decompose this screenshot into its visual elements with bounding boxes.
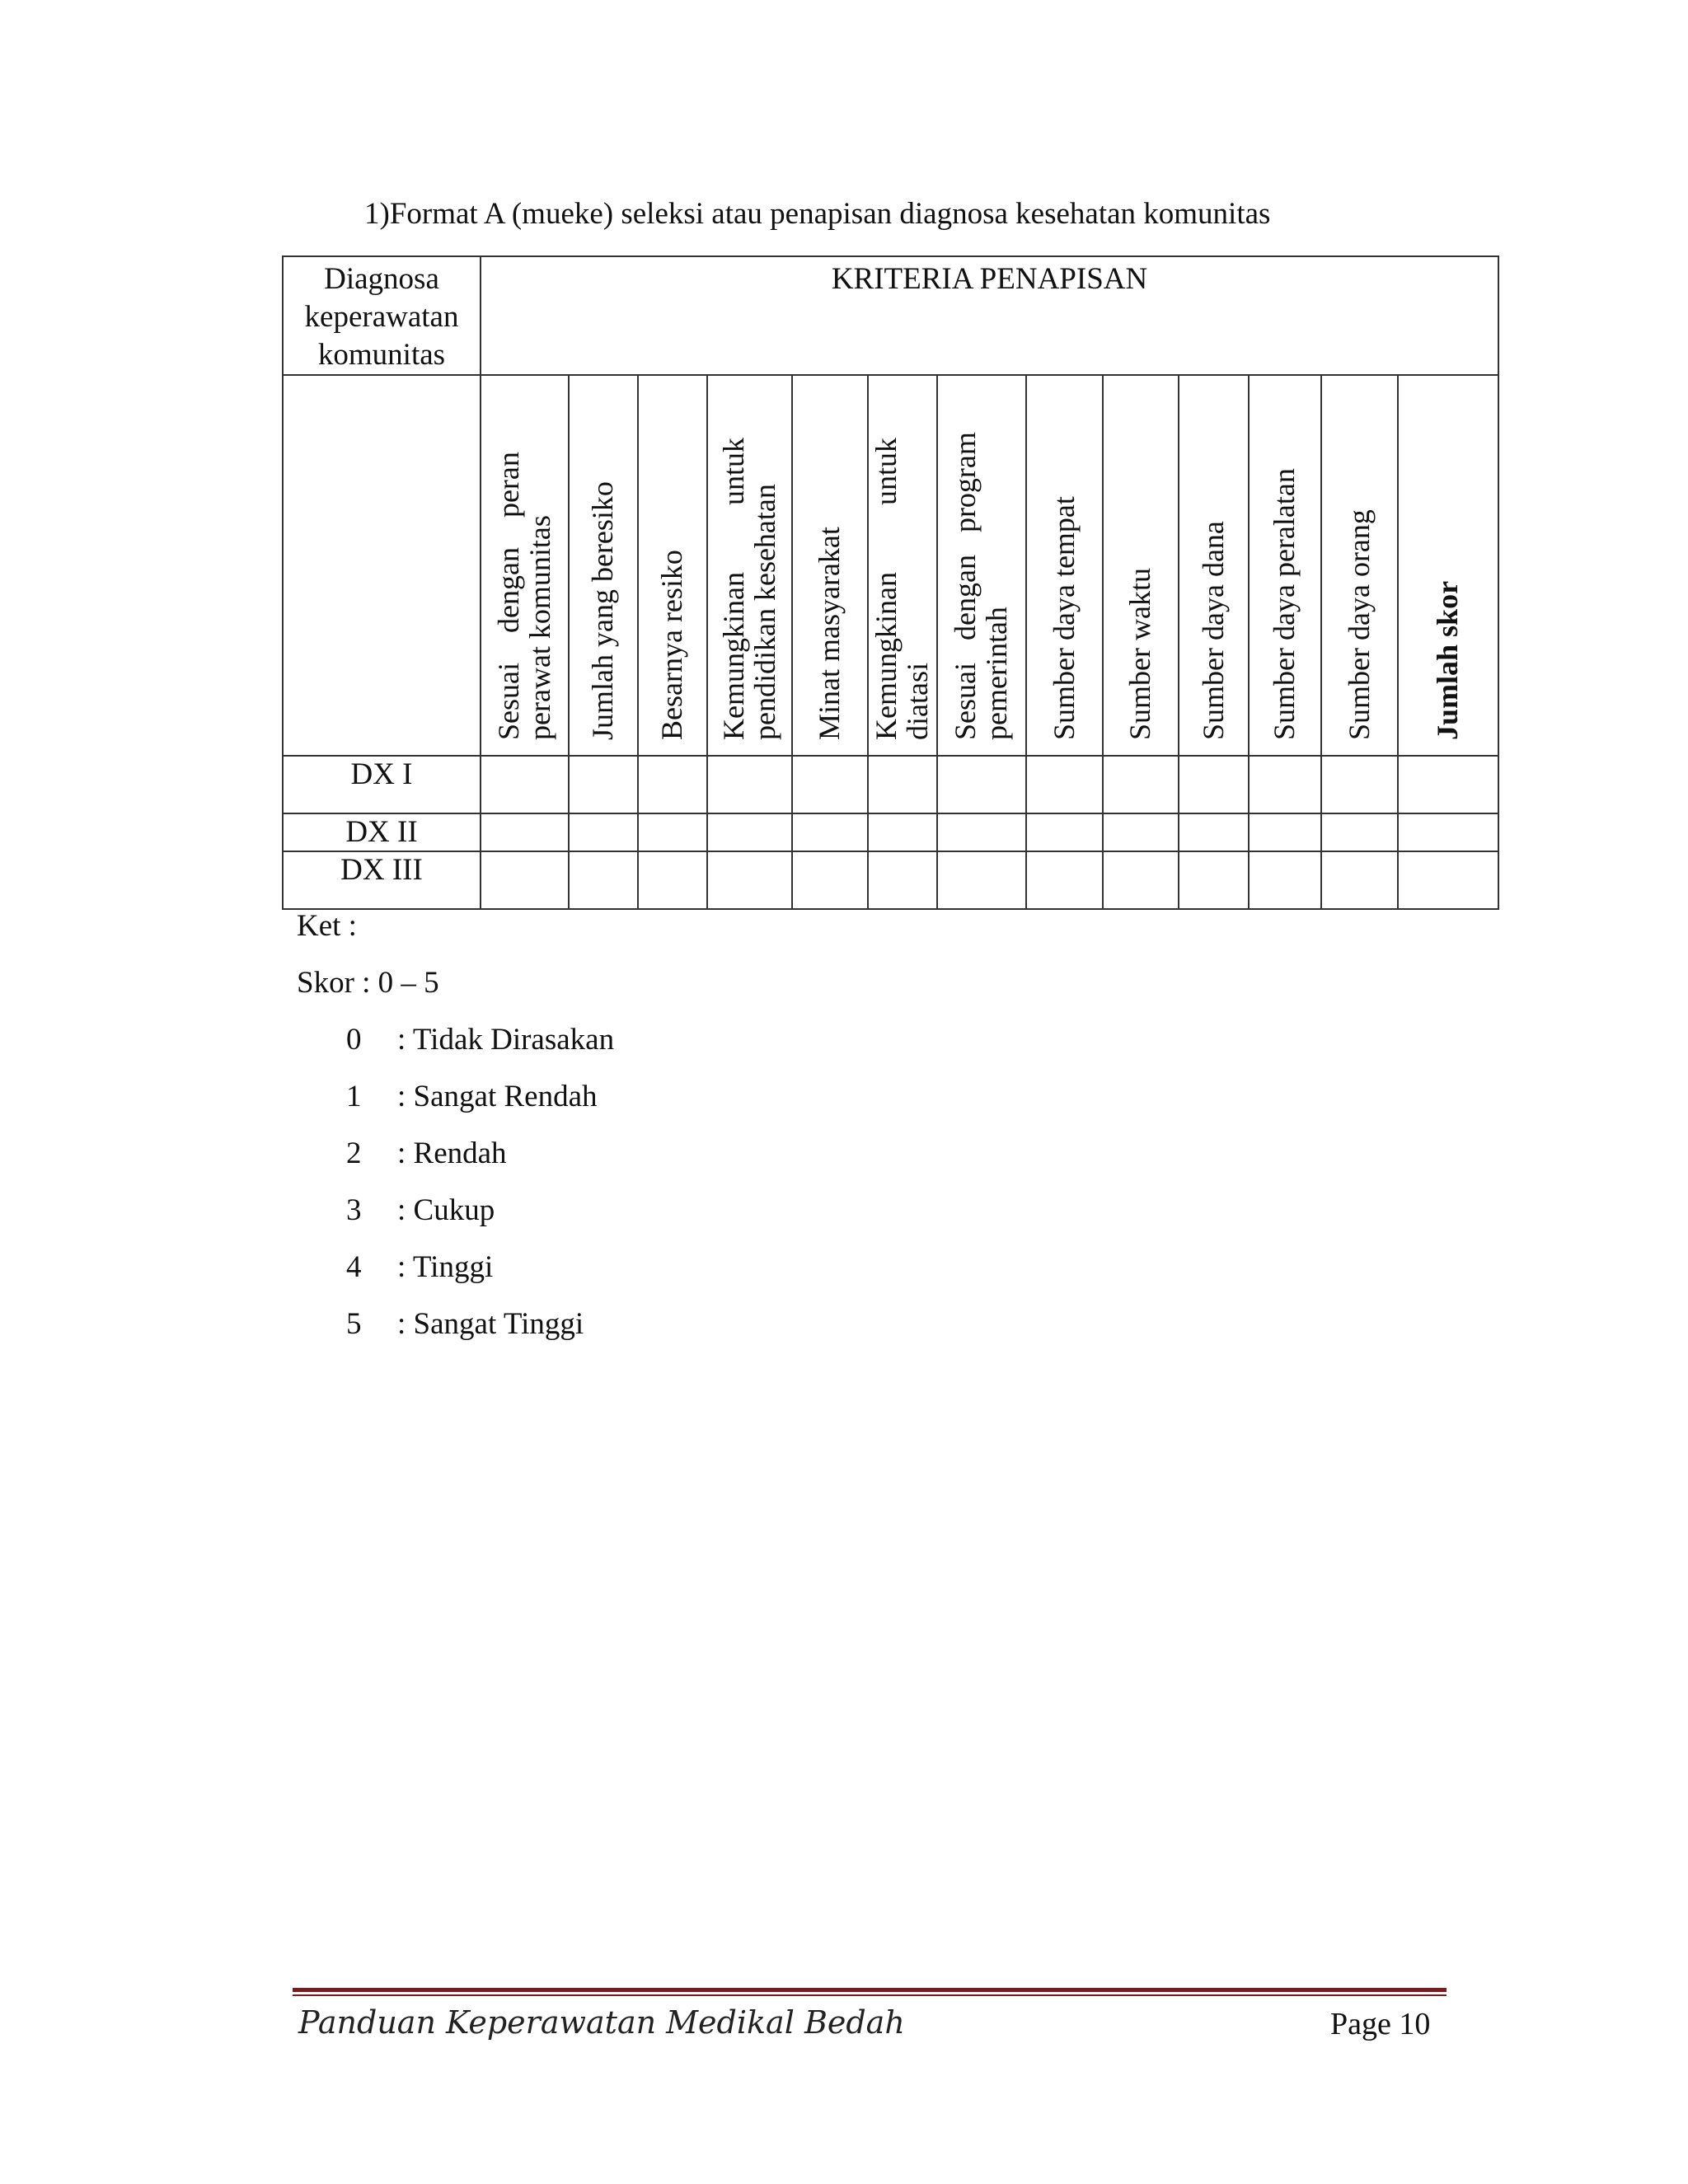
score-cell[interactable] — [1398, 756, 1498, 813]
criteria-column-header — [638, 375, 707, 756]
criteria-label: Sumber daya orang — [1342, 509, 1376, 740]
criteria-column-header — [1321, 375, 1398, 756]
score-cell[interactable] — [1179, 813, 1249, 851]
score-cell[interactable] — [937, 756, 1026, 813]
criteria-label: Jumlah skor — [1431, 580, 1465, 740]
score-legend-item — [346, 1079, 598, 1114]
score-cell[interactable] — [868, 756, 937, 813]
criteria-label: Sumber waktu — [1123, 568, 1156, 740]
score-cell[interactable] — [937, 851, 1026, 909]
criteria-column-header — [1398, 375, 1498, 756]
criteria-label: pendidikan kesehatan — [748, 484, 781, 740]
score-legend-item — [346, 1022, 614, 1057]
score-cell[interactable] — [1321, 813, 1398, 851]
score-cell[interactable] — [1321, 756, 1398, 813]
ket-label: Ket : — [297, 909, 357, 943]
score-description: : Tidak Dirasakan — [397, 1023, 615, 1057]
criteria-label: perawat komunitas — [523, 515, 556, 740]
score-cell[interactable] — [1179, 851, 1249, 909]
score-cell[interactable] — [1249, 813, 1321, 851]
score-cell[interactable] — [638, 813, 707, 851]
score-cell[interactable] — [569, 756, 638, 813]
table-row — [283, 851, 1498, 909]
diagnosis-label: DX II — [283, 813, 481, 851]
score-description: : Sangat Rendah — [397, 1080, 598, 1113]
criteria-column-header — [569, 375, 638, 756]
criteria-label: diatasi — [901, 663, 934, 740]
score-cell[interactable] — [1321, 851, 1398, 909]
score-cell[interactable] — [638, 851, 707, 909]
score-cell[interactable] — [481, 756, 569, 813]
score-cell[interactable] — [868, 813, 937, 851]
score-cell[interactable] — [937, 813, 1026, 851]
score-cell[interactable] — [1179, 756, 1249, 813]
score-cell[interactable] — [707, 813, 792, 851]
diagnosis-header-line: komunitas — [317, 338, 446, 372]
criteria-label: Minat masyarakat — [813, 527, 846, 740]
criteria-column-header — [1179, 375, 1249, 756]
score-cell[interactable] — [1026, 851, 1103, 909]
score-value: 2 — [346, 1137, 362, 1170]
diagnosis-header-line: keperawatan — [304, 300, 459, 334]
score-value: 1 — [346, 1080, 362, 1113]
criteria-label: Kemungkinan untuk — [716, 438, 750, 740]
score-legend-item — [346, 1306, 584, 1342]
criteria-column-header — [937, 375, 1026, 756]
criteria-column-header — [1249, 375, 1321, 756]
criteria-label: Sesuai dengan program — [949, 432, 982, 740]
footer-title: Panduan Keperawatan Medikal Bedah — [298, 2004, 905, 2041]
criteria-column-header — [868, 375, 937, 756]
score-description: : Sangat Tinggi — [397, 1307, 584, 1341]
score-cell[interactable] — [1249, 756, 1321, 813]
score-cell[interactable] — [1103, 756, 1179, 813]
score-description: : Cukup — [397, 1193, 495, 1227]
criteria-column-header — [792, 375, 868, 756]
score-cell[interactable] — [1026, 756, 1103, 813]
score-cell[interactable] — [1103, 813, 1179, 851]
score-value: 3 — [346, 1193, 362, 1227]
score-cell[interactable] — [569, 813, 638, 851]
score-cell[interactable] — [792, 756, 868, 813]
score-value: 5 — [346, 1307, 362, 1341]
score-cell[interactable] — [481, 851, 569, 909]
criteria-column-header — [1026, 375, 1103, 756]
score-cell[interactable] — [1398, 813, 1498, 851]
criteria-column-header — [707, 375, 792, 756]
section-heading: 1)Format A (mueke) seleksi atau penapisan diagnosa kesehatan komunitas — [364, 197, 1271, 231]
score-legend-item — [346, 1136, 507, 1171]
score-description: : Tinggi — [397, 1250, 494, 1284]
score-cell[interactable] — [707, 851, 792, 909]
criteria-label: Sumber daya peralatan — [1268, 468, 1301, 740]
score-cell[interactable] — [792, 851, 868, 909]
page-number: Page 10 — [1330, 2007, 1431, 2041]
empty-cell — [283, 375, 481, 756]
diagnosis-label: DX I — [283, 756, 481, 813]
score-legend-item — [346, 1249, 493, 1285]
score-cell[interactable] — [638, 756, 707, 813]
score-cell[interactable] — [868, 851, 937, 909]
score-cell[interactable] — [1249, 851, 1321, 909]
score-value: 0 — [346, 1023, 362, 1057]
diagnosis-header — [283, 256, 481, 375]
score-cell[interactable] — [707, 756, 792, 813]
footer-rule — [293, 1988, 1447, 1992]
table-row — [283, 813, 1498, 851]
score-value: 4 — [346, 1250, 362, 1284]
criteria-label: Sumber daya dana — [1196, 521, 1230, 740]
score-cell[interactable] — [481, 813, 569, 851]
criteria-label: Sumber daya tempat — [1047, 496, 1081, 740]
screening-table — [282, 255, 1499, 910]
criteria-header: KRITERIA PENAPISAN — [481, 256, 1498, 375]
criteria-label: Besarnya resiko — [655, 550, 688, 740]
diagnosis-header-line: Diagnosa — [324, 262, 439, 296]
diagnosis-label: DX III — [283, 851, 481, 909]
score-cell[interactable] — [1398, 851, 1498, 909]
score-legend-item — [346, 1193, 495, 1228]
score-cell[interactable] — [1026, 813, 1103, 851]
score-cell[interactable] — [569, 851, 638, 909]
footer-rule-thin — [293, 1994, 1447, 1996]
criteria-label: Sesuai dengan peran — [491, 452, 525, 740]
score-cell[interactable] — [792, 813, 868, 851]
criteria-column-header — [1103, 375, 1179, 756]
criteria-label: Kemungkinan untuk — [870, 438, 903, 740]
score-cell[interactable] — [1103, 851, 1179, 909]
score-description: : Rendah — [397, 1137, 507, 1170]
table-row — [283, 756, 1498, 813]
criteria-column-header — [481, 375, 569, 756]
criteria-label: Jumlah yang beresiko — [586, 481, 619, 740]
criteria-label: pemerintah — [980, 607, 1013, 740]
skor-label: Skor : 0 – 5 — [297, 966, 439, 1000]
